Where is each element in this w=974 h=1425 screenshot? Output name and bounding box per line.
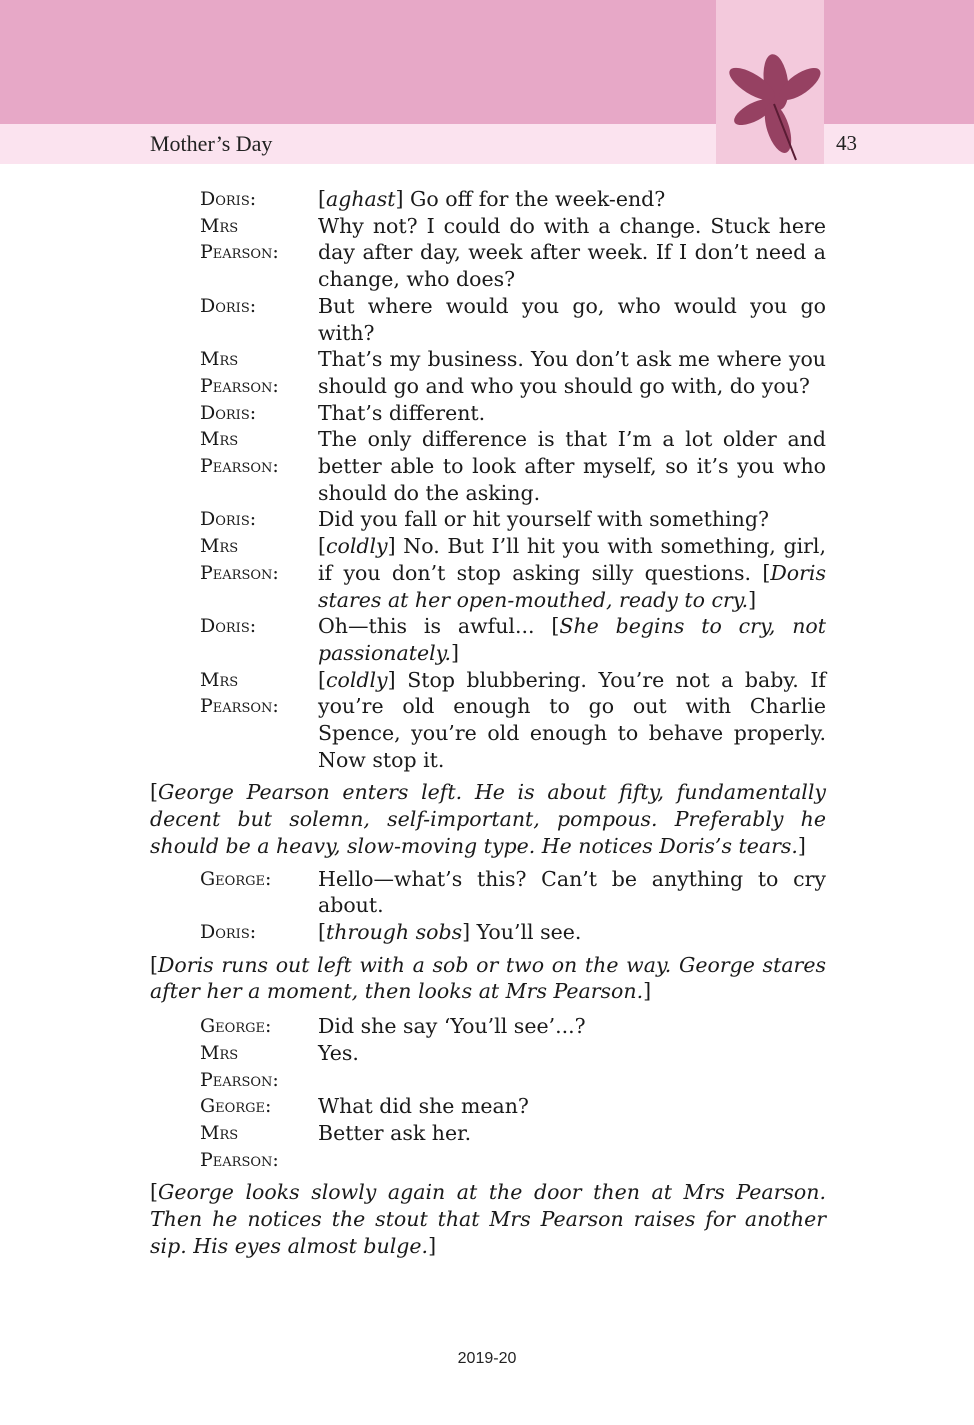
flower-decoration — [716, 0, 824, 164]
dialogue-row — [150, 186, 826, 213]
speaker: George: — [200, 1015, 272, 1038]
dialogue-row — [150, 426, 826, 506]
speech: What did she mean? — [318, 1094, 529, 1119]
speech: Hello—what’s this? Can’t be anything to cry about. — [318, 866, 826, 918]
speech: That’s my business. You don’t ask me where you should go and who you should go with, do you? — [318, 347, 826, 398]
flower-icon — [716, 0, 824, 164]
dialogue-row — [150, 213, 826, 293]
header-strip — [0, 124, 974, 164]
speech: [coldly] Stop blubbering. You’re not a baby. If you’re old enough to go out with Charlie Spence, you’re old enough to behave properly. Now stop it. — [318, 667, 826, 772]
speech: But where would you go, who would you go with? — [318, 293, 826, 345]
speaker: Doris: — [200, 401, 257, 424]
speech: Oh—this is awful... [She begins to cry, not passionately.] — [318, 614, 826, 665]
dialogue-row — [150, 1093, 826, 1120]
speech: Better ask her. — [318, 1120, 472, 1145]
footer-year: 2019-20 — [457, 1350, 517, 1367]
speaker: Doris: — [200, 508, 257, 531]
speaker: Doris: — [200, 920, 257, 943]
speaker: Doris: — [200, 188, 257, 210]
chapter-title: Mother’s Day — [150, 131, 273, 156]
stage-direction: [George looks slowly again at the door then at Mrs Pearson. Then he notices the stout that Mrs Pearson raises for another sip. His eyes almost bulge.] — [150, 1180, 826, 1258]
stage-direction: [Doris runs out left with a sob or two on the way. George stares after her a moment, then looks at Mrs Pearson.] — [150, 952, 826, 1004]
page-number: 43 — [836, 131, 857, 155]
dialogue-row — [150, 400, 826, 427]
dialogue-row — [150, 506, 826, 533]
speaker: Mrs Pearson: — [200, 428, 279, 478]
speaker: Mrs Pearson: — [200, 1041, 279, 1091]
speaker: George: — [200, 1095, 272, 1118]
dialogue-row — [150, 1013, 826, 1040]
speaker: Mrs Pearson: — [200, 214, 279, 264]
speech: Did she say ‘You’ll see’...? — [318, 1014, 586, 1039]
speaker: George: — [200, 867, 272, 890]
dialogue-row — [150, 346, 826, 399]
speaker: Doris: — [200, 615, 257, 638]
speech: [through sobs] You’ll see. — [318, 919, 582, 944]
speech: The only difference is that I’m a lot older and better able to look after myself, so it’s you who should do the asking. — [318, 427, 826, 505]
speech: Yes. — [318, 1040, 359, 1065]
speech: [aghast] Go off for the week-end? — [318, 187, 666, 211]
speaker: Mrs Pearson: — [200, 535, 279, 584]
speaker: Mrs Pearson: — [200, 1121, 279, 1171]
page-body — [150, 186, 826, 1265]
dialogue-row — [150, 533, 826, 613]
dialogue-row — [150, 866, 826, 919]
dialogue-row — [150, 919, 826, 946]
speaker: Doris: — [200, 294, 257, 317]
speaker: Mrs Pearson: — [200, 668, 279, 718]
dialogue-row — [150, 293, 826, 346]
speaker: Mrs Pearson: — [200, 348, 279, 397]
speech: Did you fall or hit yourself with something? — [318, 507, 769, 532]
header-band — [0, 0, 974, 124]
dialogue-row — [150, 1120, 826, 1173]
stage-direction: [George Pearson enters left. He is about fifty, fundamentally decent but solemn, self-important, pompous. Preferably he should be a heavy, slow-moving type. He notices Doris’s tears.] — [150, 780, 826, 858]
speech: That’s different. — [318, 400, 486, 425]
speech: [coldly] No. But I’ll hit you with something, girl, if you don’t stop asking silly questions. [Doris stares at her open-mouthed, ready to cry.] — [318, 534, 826, 612]
dialogue-row — [150, 1040, 826, 1093]
speech: Why not? I could do with a change. Stuck here day after day, week after week. If I don’t need a change, who does? — [318, 213, 826, 292]
dialogue-row — [150, 667, 826, 774]
dialogue-row — [150, 613, 826, 666]
